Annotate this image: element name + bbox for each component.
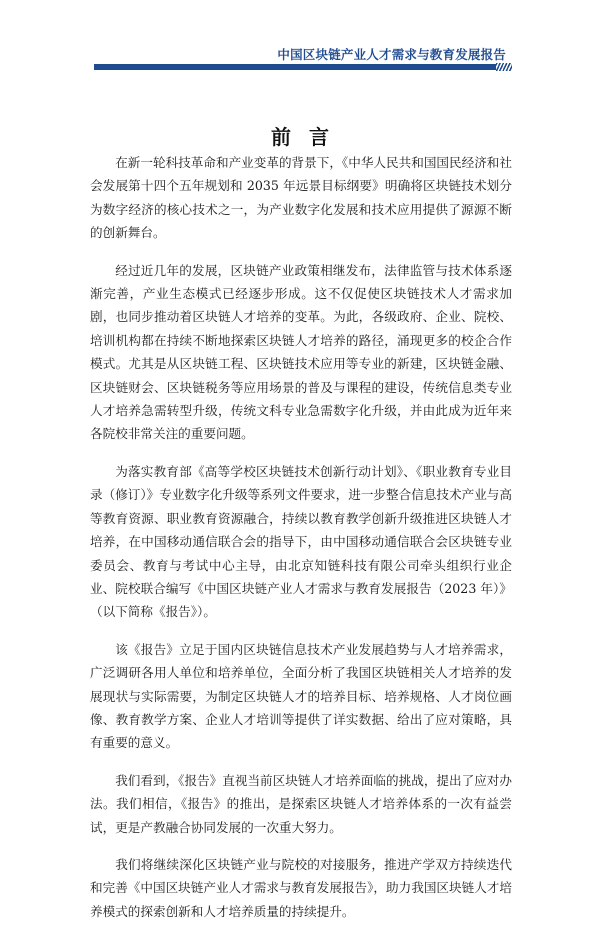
paragraph: 我们将继续深化区块链产业与院校的对接服务，推进产学双方持续迭代和完善《中国区块链产业人才需求与教育发展报告》，助力我国区块链人才培养模式的探索创新和人才培养质量的持续提升。 bbox=[90, 856, 512, 919]
paragraph: 经过近几年的发展，区块链产业政策相继发布，法律监管与技术体系逐渐完善，产业生态模式已经逐步形成。这不仅促使区块链技术人才需求加剧，也同步推动着区块链人才培养的变革。为此，各级政府、企业、院校、培训机构都在持续不断地探索区块链人才培养的路径，涌现更多的校企合作模式。尤其是从区块链工程、区块链技术应用等专业的新建，区块链金融、区块链财会、区块链税务等应用场景的普及与课程的建设，传统信息类专业人才培养急需转型升级，传统文科专业急需数字化升级，并由此成为近年来各院校非常关注的重要问题。 bbox=[90, 262, 512, 442]
page-header bbox=[0, 0, 600, 80]
paragraph: 在新一轮科技革命和产业变革的背景下，《中华人民共和国国民经济和社会发展第十四个五年规划和 2035 年远景目标纲要》明确将区块链技术划分为数字经济的核心技术之一，为产业数字化发展和技术应用提供了源源不断的创新舞台。 bbox=[90, 155, 512, 241]
paragraph: 为落实教育部《高等学校区块链技术创新行动计划》、《职业教育专业目录（修订）》专业数字化升级等系列文件要求，进一步整合信息技术产业与高等教育资源、职业教育资源融合，持续以教育教学创新升级推进区块链人才培养，在中国移动通信联合会的指导下，由中国移动通信联合会区块链专业委员会、教育与考试中心主导，由北京知链科技有限公司牵头组织行业企业、院校联合编写《中国区块链产业人才需求与教育发展报告（2023 年）》（以下简称《报告》）。 bbox=[90, 463, 512, 620]
header-rule-stripes bbox=[496, 63, 512, 71]
preface-body bbox=[90, 151, 512, 937]
header-rule bbox=[94, 64, 506, 70]
report-title: 中国区块链产业人才需求与教育发展报告 bbox=[277, 47, 506, 62]
page-heading: 前言 bbox=[271, 125, 347, 149]
paragraph: 我们看到，《报告》直视当前区块链人才培养面临的挑战，提出了应对办法。我们相信，《报告》的推出，是探索区块链人才培养体系的一次有益尝试，更是产教融合协同发展的一次重大努力。 bbox=[90, 772, 512, 835]
paragraph: 该《报告》立足于国内区块链信息技术产业发展趋势与人才培养需求，广泛调研各用人单位和培养单位，全面分析了我国区块链相关人才培养的发展现状与实际需要，为制定区块链人才的培养目标、培养规格、人才岗位画像、教育教学方案、企业人才培训等提供了详实数据、给出了应对策略，具有重要的意义。 bbox=[90, 641, 512, 751]
